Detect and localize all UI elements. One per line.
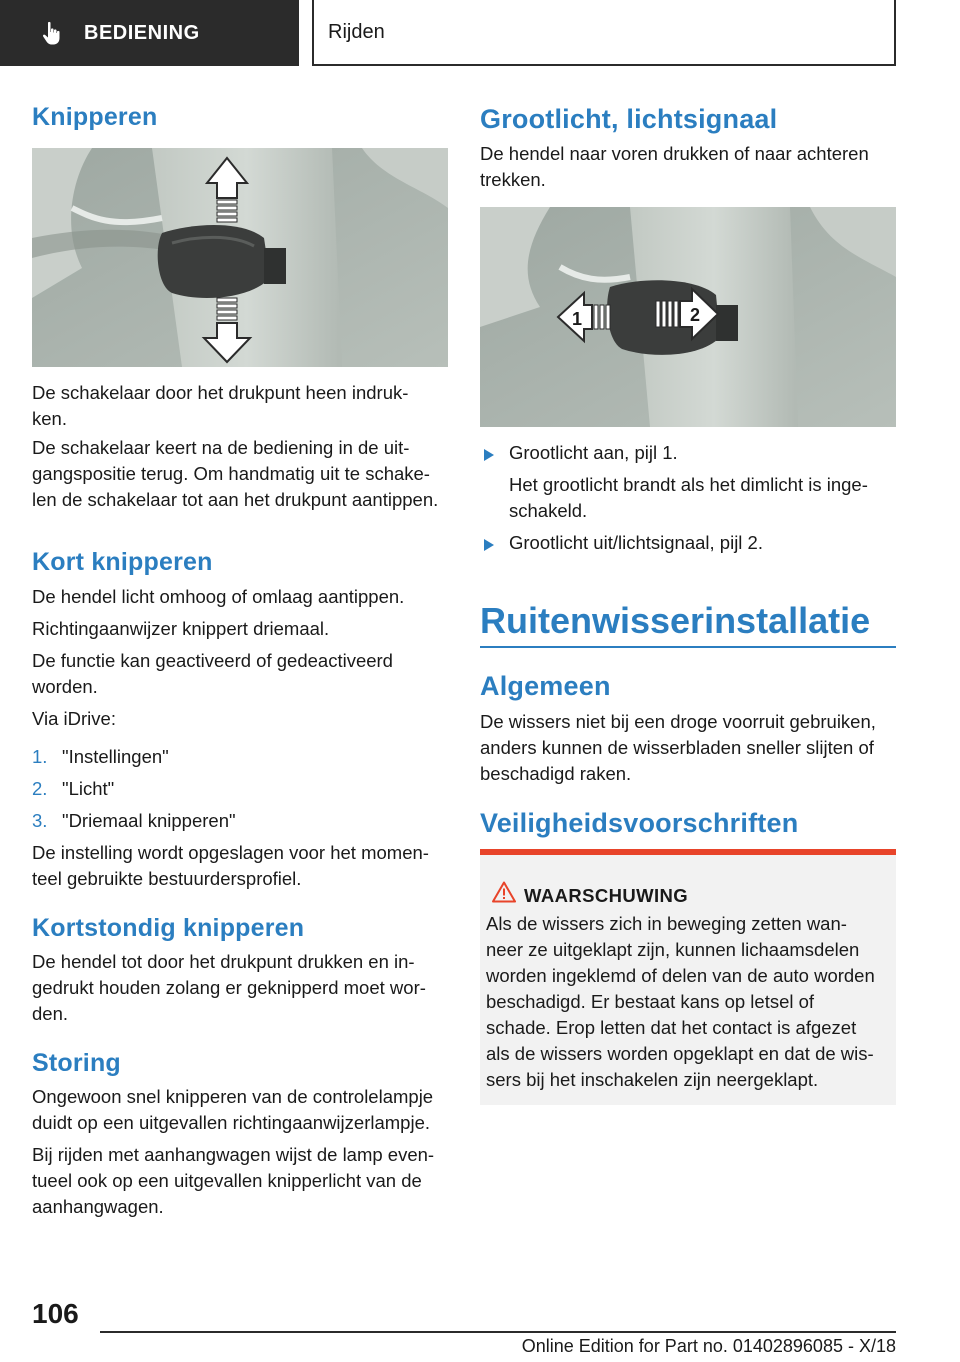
- knipperen-paragraph-2: De schakelaar keert na de bediening in de uit- gangspositie terug. Om handmatig uit te schake- len de schakelaar tot aan het drukpunt aantippen.: [32, 437, 439, 510]
- section-divider: [480, 646, 896, 648]
- storing-p1: Ongewoon snel knipperen van de controlelampje duidt op een uitgevallen richtingaanwijzerlampje.: [32, 1086, 434, 1133]
- heading-knipperen: Knipperen: [32, 103, 158, 131]
- arrow-1-label: 1: [572, 309, 583, 329]
- bullet-triangle-icon: [484, 539, 494, 551]
- hand-pointer-icon: [40, 20, 66, 46]
- kort-p3: De functie kan geactiveerd of gedeactiveerd worden.: [32, 650, 393, 697]
- heading-kort-knipperen: Kort knipperen: [32, 548, 213, 576]
- footer-edition: Online Edition for Part no. 01402896085 - X/18: [521, 1336, 896, 1356]
- lever-illustration: [32, 148, 448, 367]
- storing-p2: Bij rijden met aanhangwagen wijst de lamp even- tueel ook op een uitgevallen knipperlicht van de aanhangwagen.: [32, 1144, 435, 1217]
- arrow-2-label: 2: [690, 305, 701, 325]
- high-beam-lever-image: [480, 207, 896, 427]
- footer-rule: [100, 1331, 896, 1333]
- step-number: 1.: [32, 746, 48, 767]
- bullet-text: Grootlicht aan, pijl 1.: [509, 442, 678, 463]
- warning-triangle-icon: [492, 881, 516, 903]
- step-number: 2.: [32, 778, 48, 799]
- heading-storing: Storing: [32, 1049, 121, 1077]
- heading-grootlicht: Grootlicht, lichtsignaal: [480, 104, 778, 134]
- section-tab[interactable]: [0, 0, 299, 66]
- kort-p1: De hendel licht omhoog of omlaag aantippen.: [32, 586, 405, 607]
- lever-illustration: [480, 207, 896, 427]
- heading-veiligheidsvoorschriften: Veiligheidsvoorschriften: [480, 808, 799, 838]
- bullet-triangle-icon: [484, 449, 494, 461]
- heading-algemeen: Algemeen: [480, 671, 611, 701]
- turn-signal-lever-image: [32, 148, 448, 367]
- step-text: "Driemaal knipperen": [62, 810, 236, 831]
- step-text: "Instellingen": [62, 746, 169, 767]
- warning-text: Als de wissers zich in beweging zetten wan- neer ze uitgeklapt zijn, kunnen lichaamsdelen worden ingeklemd of delen van de auto worden beschadigd. Er bestaat kans op letsel of schade. Erop letten dat het contact is afgezet als de wissers worden opgeklapt en dat de wis- sers bij het inschakelen zijn neergeklapt.: [486, 913, 875, 1090]
- page-number: 106: [32, 1298, 79, 1329]
- chapter-title: Rijden: [312, 0, 896, 66]
- step-number: 3.: [32, 810, 48, 831]
- kort-p4: Via iDrive:: [32, 708, 116, 729]
- knipperen-paragraph-1: De schakelaar door het drukpunt heen indruk- ken.: [32, 382, 409, 429]
- kort-p5: De instelling wordt opgeslagen voor het momen- teel gebruikte bestuurdersprofiel.: [32, 842, 429, 889]
- kortstondig-p1: De hendel tot door het drukpunt drukken en in- gedrukt houden zolang er geknipperd moet wor- den.: [32, 951, 426, 1024]
- bullet-text: Grootlicht uit/lichtsignaal, pijl 2.: [509, 532, 763, 553]
- step-text: "Licht": [62, 778, 115, 799]
- heading-ruitenwisserinstallatie: Ruitenwisserinstallatie: [480, 600, 871, 641]
- heading-kortstondig-knipperen: Kortstondig knipperen: [32, 914, 305, 942]
- warning-box: [480, 849, 896, 1105]
- algemeen-p1: De wissers niet bij een droge voorruit gebruiken, anders kunnen de wisserbladen sneller slijten of beschadigd raken.: [480, 711, 876, 784]
- kort-p2: Richtingaanwijzer knippert driemaal.: [32, 618, 330, 639]
- warning-title: WAARSCHUWING: [524, 885, 689, 906]
- grootlicht-p1: De hendel naar voren drukken of naar achteren trekken.: [480, 143, 869, 190]
- bullet-subtext: Het grootlicht brandt als het dimlicht is inge- schakeld.: [509, 474, 868, 521]
- section-tab-label: BEDIENING: [84, 21, 200, 44]
